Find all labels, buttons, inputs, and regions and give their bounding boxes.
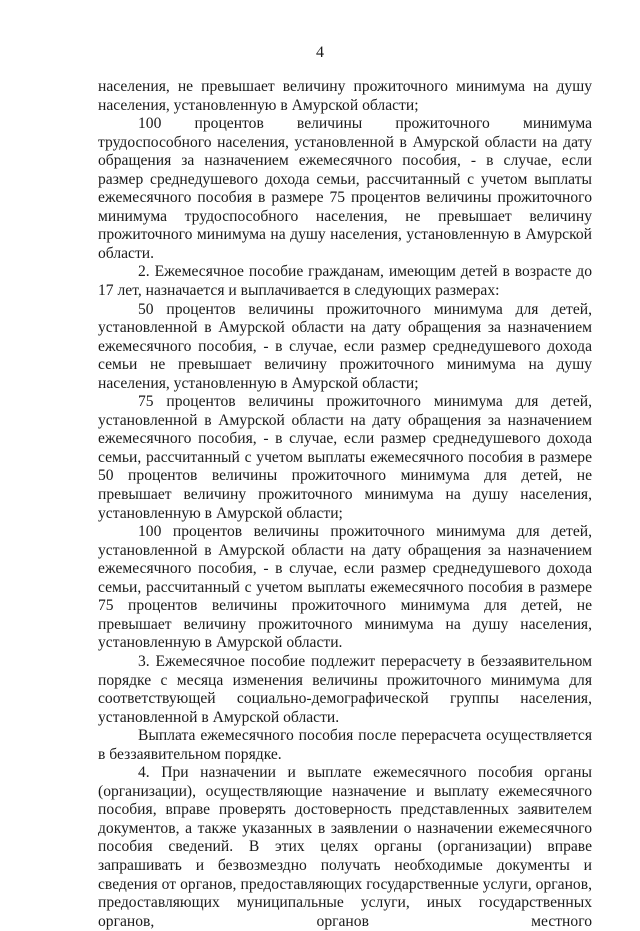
paragraph-75-percent-children: 75 процентов величины прожиточного минимума для детей, установленной в Амурской области на дату обращения за назначением ежемесячного пособия, - в случае, если размер среднедушевого дохода семьи, рассчитанный с учетом выплаты ежемесячного пособия в размере 50 процентов величины прожиточного минимума для детей, не превышает величину прожиточного минимума на душу населения, установленную в Амурской области; <box>98 393 592 522</box>
document-body <box>98 78 592 931</box>
paragraph-100-percent-working-population: 100 процентов величины прожиточного минимума трудоспособного населения, установленной в Амурской области на дату обращения за назначением ежемесячного пособия, - в случае, если размер среднедушевого дохода семьи, рассчитанный с учетом выплаты ежемесячного пособия в размере 75 процентов величины прожиточного минимума трудоспособного населения, не превышает величину прожиточного минимума на душу населения, установленную в Амурской области. <box>98 115 592 262</box>
paragraph-continuation: населения, не превышает величину прожиточного минимума на душу населения, установленную в Амурской области; <box>98 78 592 114</box>
paragraph-clause-3: 3. Ежемесячное пособие подлежит перерасчету в беззаявительном порядке с месяца изменения величины прожиточного минимума для соответствующей социально-демографической группы населения, установленной в Амурской области. <box>98 652 592 726</box>
paragraph-clause-4: 4. При назначении и выплате ежемесячного пособия органы (организации), осуществляющие назначение и выплату ежемесячного пособия, вправе проверять достоверность представленных заявителем документов, а также указанных в заявлении о назначении ежемесячного пособия сведений. В этих целях органы (организации) вправе запрашивать и безвозмездно получать необходимые документы и сведения от органов, предоставляющих государственные услуги, органов, предоставляющих муниципальные услуги, иных государственных органов, органов местного <box>98 764 592 930</box>
paragraph-recalculation-payment: Выплата ежемесячного пособия после перерасчета осуществляется в беззаявительном порядке. <box>98 727 592 763</box>
paragraph-clause-2: 2. Ежемесячное пособие гражданам, имеющим детей в возрасте до 17 лет, назначается и выплачивается в следующих размерах: <box>98 263 592 300</box>
paragraph-50-percent-children: 50 процентов величины прожиточного минимума для детей, установленной в Амурской области на дату обращения за назначением ежемесячного пособия, - в случае, если размер среднедушевого дохода семьи не превышает величину прожиточного минимума на душу населения, установленную в Амурской области; <box>98 300 592 392</box>
page-number: 4 <box>316 44 324 61</box>
paragraph-100-percent-children: 100 процентов величины прожиточного минимума для детей, установленной в Амурской области на дату обращения за назначением ежемесячного пособия, - в случае, если размер среднедушевого дохода семьи, рассчитанный с учетом выплаты ежемесячного пособия в размере 75 процентов величины прожиточного минимума для детей, не превышает величину прожиточного минимума на душу населения, установленную в Амурской области. <box>98 523 592 652</box>
